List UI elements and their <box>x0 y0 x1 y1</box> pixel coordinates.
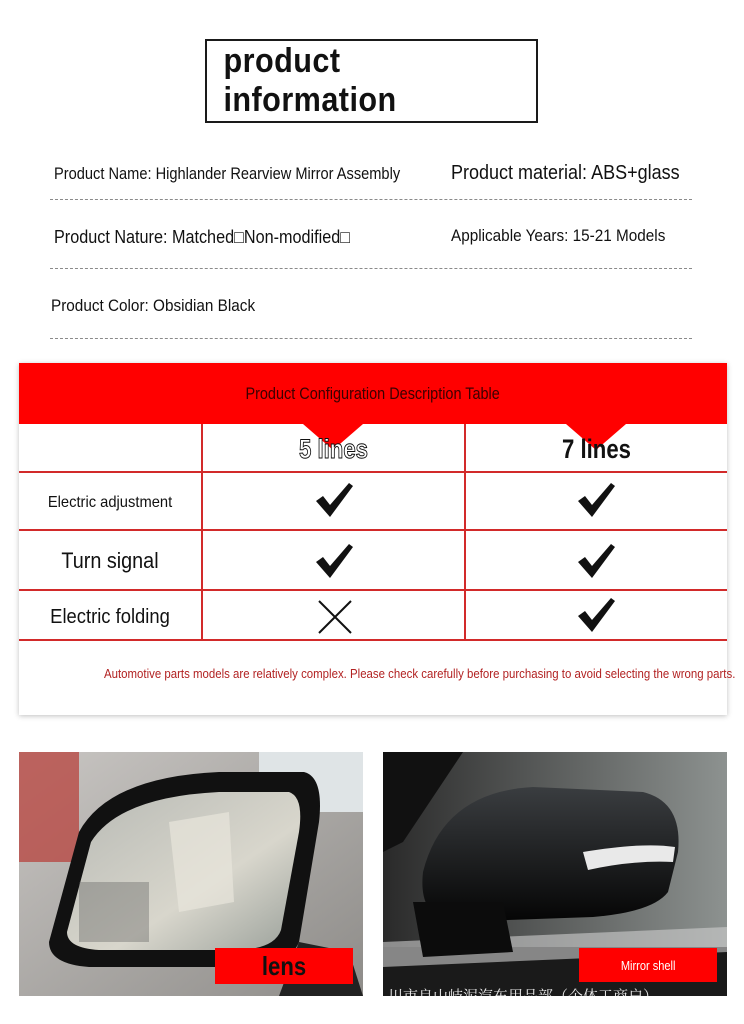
product-name: Product Name: Highlander Rearview Mirror Assembly <box>54 164 401 183</box>
table-col-rule <box>464 424 466 641</box>
watermark: 川市良山岐泥汽车用品部（个体工商户） <box>388 988 659 1005</box>
check-icon <box>576 595 616 635</box>
table-rule <box>19 639 727 641</box>
row-label-electric-folding: Electric folding <box>50 606 170 628</box>
mirror-shell-photo <box>383 752 727 996</box>
lens-tag <box>215 948 353 984</box>
row-label-turn-signal: Turn signal <box>61 548 159 573</box>
product-color: Product Color: Obsidian Black <box>51 296 256 315</box>
row-label-electric-adjustment: Electric adjustment <box>47 494 173 511</box>
divider <box>50 338 692 339</box>
table-col-rule <box>201 424 203 641</box>
column-header-7-lines: 7 lines <box>562 434 631 464</box>
table-rule <box>19 529 727 531</box>
column-header-5-lines: 5 lines <box>299 434 368 464</box>
check-icon <box>576 480 616 520</box>
purchase-notice: Automotive parts models are relatively complex. Please check carefully before purchasing to avoid selecting the wrong parts. <box>103 666 736 681</box>
config-table <box>19 363 736 715</box>
product-nature: Product Nature: Matched□Non-modified□ <box>54 227 351 247</box>
product-material: Product material: ABS+glass <box>451 162 680 184</box>
check-icon <box>314 541 354 581</box>
cross-icon <box>315 597 355 637</box>
config-table-header <box>19 363 727 424</box>
mirror-shell-tag <box>579 948 717 982</box>
lens-tag-label: lens <box>261 950 307 981</box>
config-table-title: Product Configuration Description Table <box>245 383 501 403</box>
mirror-shell-tag-label: Mirror shell <box>620 957 676 973</box>
lens-photo <box>19 752 363 996</box>
check-icon <box>576 541 616 581</box>
applicable-years: Applicable Years: 15-21 Models <box>451 226 666 245</box>
table-rule <box>19 589 727 591</box>
title-box <box>205 39 538 123</box>
check-icon <box>314 480 354 520</box>
divider <box>50 268 692 269</box>
divider <box>50 199 692 200</box>
page-title: product information <box>223 42 397 119</box>
table-rule <box>19 471 727 473</box>
